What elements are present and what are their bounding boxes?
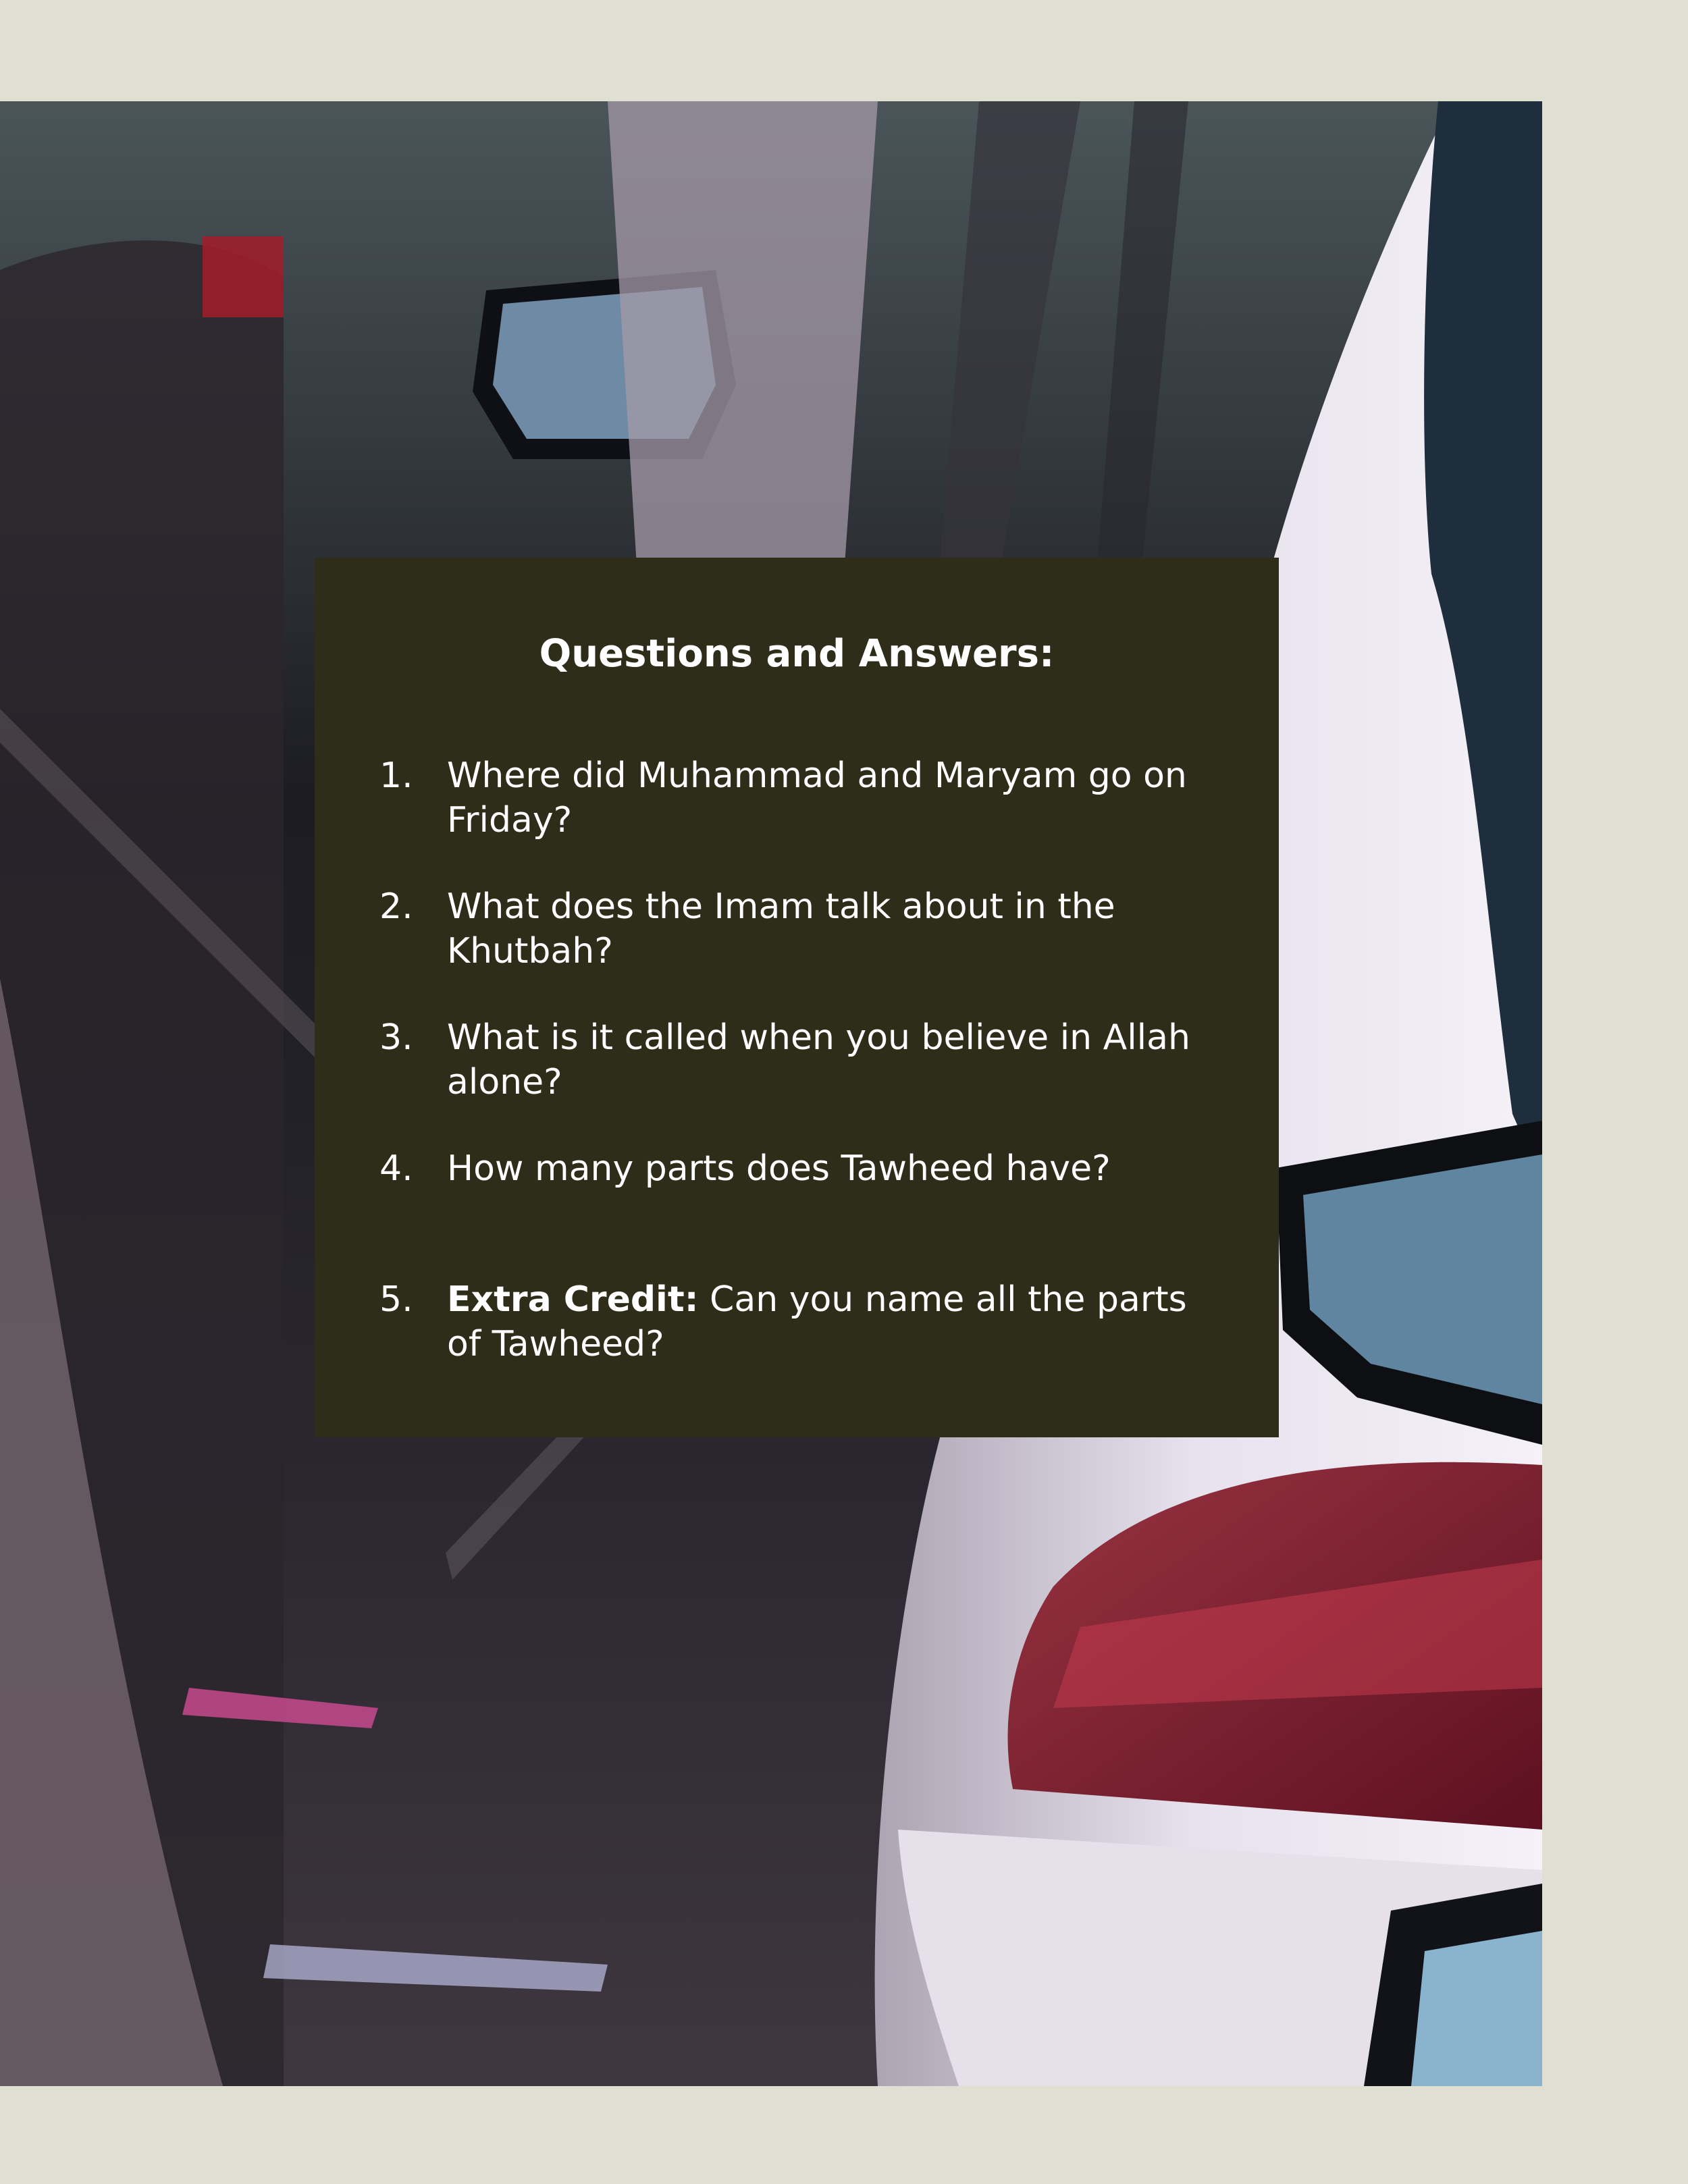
question-item — [315, 1146, 1279, 1277]
question-text: Where did Muhammad and Maryam go on Friday? — [447, 755, 1187, 841]
question-number: 3. — [379, 1017, 413, 1058]
question-text: What does the Imam talk about in the Khutbah? — [447, 886, 1115, 971]
question-text: What is it called when you believe in Allah alone? — [447, 1017, 1190, 1102]
question-item — [315, 1015, 1279, 1146]
extra-credit-question: Can you name all the parts of Tawheed? — [447, 1279, 1187, 1364]
questions-list — [315, 753, 1279, 1408]
extra-credit-label: Extra Credit: — [447, 1279, 699, 1320]
question-item — [315, 1277, 1279, 1408]
question-item — [315, 753, 1279, 884]
question-text: How many parts does Tawheed have? — [447, 1148, 1111, 1189]
question-text — [447, 1277, 1217, 1366]
question-number: 2. — [379, 886, 413, 927]
question-item — [315, 884, 1279, 1015]
question-number: 4. — [379, 1148, 413, 1189]
questions-answers-panel — [315, 558, 1279, 1437]
question-number: 5. — [379, 1279, 413, 1320]
question-number: 1. — [379, 755, 413, 796]
panel-title: Questions and Answers: — [539, 632, 1055, 676]
